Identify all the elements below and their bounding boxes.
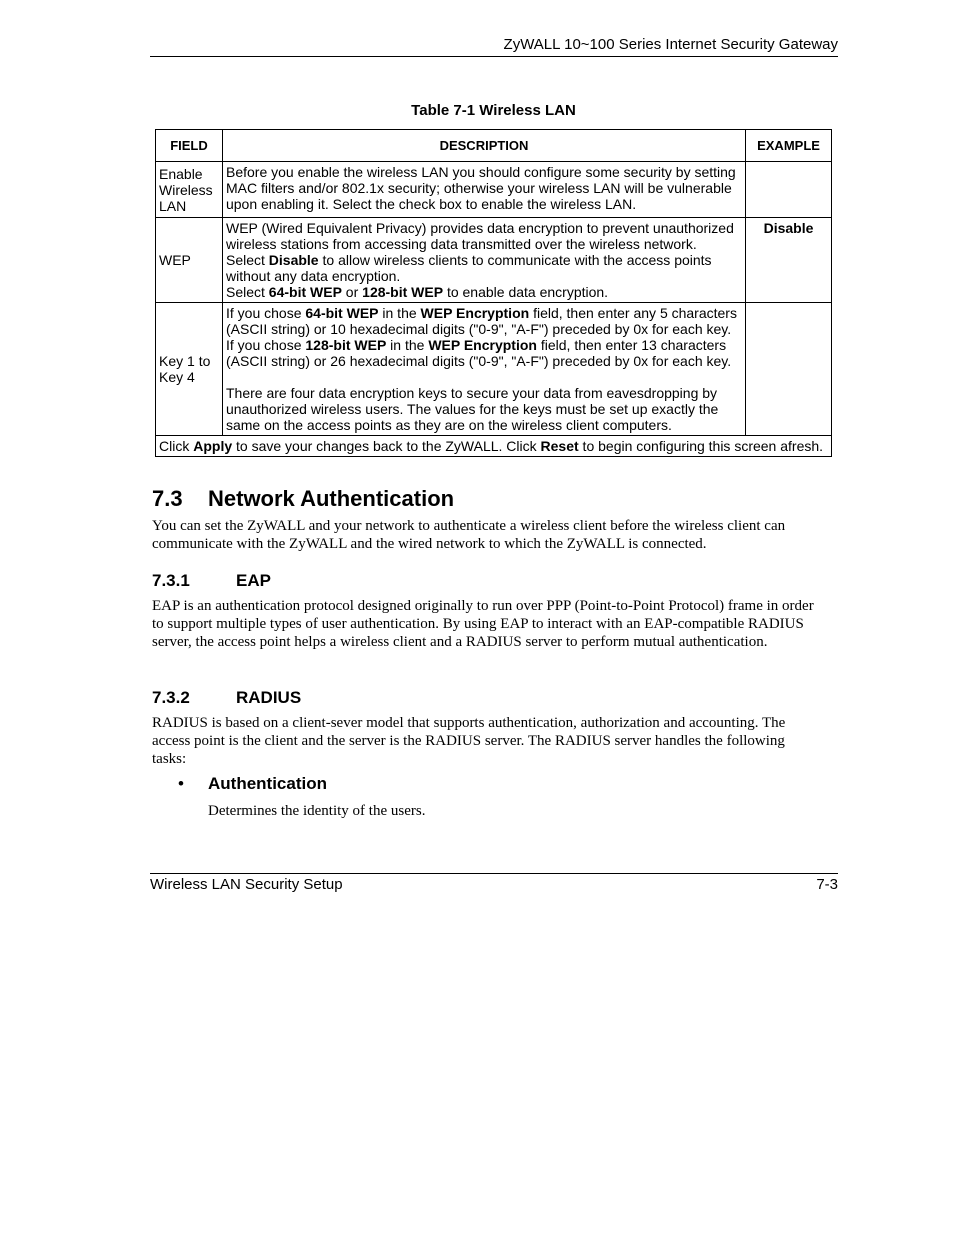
spacer — [226, 369, 742, 385]
example-cell — [746, 162, 832, 218]
description-line: WEP (Wired Equivalent Privacy) provides data encryption to prevent unauthorized wireless stations from accessing data transmitted over the wireless network. — [225, 220, 734, 252]
example-cell — [746, 303, 832, 436]
subsection-heading-radius — [152, 688, 301, 708]
text-run: field, then enter any 5 characters (ASCII string) or 10 hexadecimal digits ("0-9", "A-F") preceded by 0x for each key. — [225, 305, 737, 337]
text-run: to save your changes back to the ZyWALL. Click — [232, 438, 541, 454]
wireless-lan-table — [155, 129, 832, 457]
radius-paragraph: RADIUS is based on a client-sever model that supports authentication, authorization and accounting. The access point is the client and the server is the RADIUS server. The RADIUS server handles the following tasks: — [152, 715, 786, 767]
text-run: If you chose — [225, 305, 306, 321]
text-run: or — [341, 284, 363, 300]
table-row — [156, 162, 832, 218]
section-paragraph: You can set the ZyWALL and your network to authenticate a wireless client before the wireless client can communicate with the ZyWALL and the wired network to which the ZyWALL is connected. — [152, 518, 786, 552]
table-row — [156, 218, 832, 303]
bullet-title: Authentication — [208, 774, 327, 793]
bold-term: WEP Encryption — [420, 305, 530, 321]
page-footer — [150, 873, 838, 893]
page-number: 7-3 — [816, 876, 838, 893]
column-header-description: DESCRIPTION — [222, 130, 745, 162]
example-cell: Disable — [746, 218, 832, 303]
text-run: to allow wireless clients to communicate with the access points without any data encryption. — [225, 252, 712, 284]
subsection-title: RADIUS — [236, 688, 302, 707]
description-line — [226, 337, 742, 369]
footer-chapter: Wireless LAN Security Setup — [150, 876, 343, 893]
text-run: If you chose — [225, 337, 306, 353]
bullet-authentication — [178, 774, 327, 794]
description-cell — [222, 218, 745, 303]
field-cell: Enable Wireless LAN — [156, 162, 223, 218]
field-cell: WEP — [156, 218, 223, 303]
reset-term: Reset — [540, 438, 579, 454]
column-header-example: EXAMPLE — [746, 130, 832, 162]
bullet-icon: • — [178, 774, 184, 793]
description-cell — [222, 303, 745, 436]
bullet-description: Determines the identity of the users. — [208, 803, 426, 819]
description-line — [226, 305, 742, 337]
section-heading-network-authentication — [152, 486, 454, 512]
page-header — [150, 36, 838, 57]
field-cell: Key 1 to Key 4 — [156, 303, 223, 436]
text-run: in the — [386, 337, 429, 353]
apply-term: Apply — [193, 438, 233, 454]
table-footer-note — [156, 436, 832, 457]
text-run: to enable data encryption. — [443, 284, 609, 300]
column-header-field: FIELD — [156, 130, 223, 162]
bold-term: WEP Encryption — [428, 337, 537, 353]
text-run: Click — [159, 438, 194, 454]
bold-term: 64-bit WEP — [268, 284, 342, 300]
subsection-number: 7.3.2 — [152, 688, 190, 707]
bold-term: 64-bit WEP — [305, 305, 379, 321]
text-run: Select — [225, 252, 269, 268]
bold-term: 128-bit WEP — [362, 284, 444, 300]
subsection-title: EAP — [236, 571, 271, 590]
section-title: Network Authentication — [208, 486, 455, 511]
description-cell: Before you enable the wireless LAN you should configure some security by setting MAC filters and/or 802.1x security; otherwise your wireless LAN will be vulnerable upon enabling it. Select the check box to enable the wireless LAN. — [222, 162, 745, 218]
bold-term: 128-bit WEP — [305, 337, 387, 353]
text-run: in the — [378, 305, 421, 321]
table-header-row — [156, 130, 832, 162]
subsection-number: 7.3.1 — [152, 571, 190, 590]
header-title: ZyWALL 10~100 Series Internet Security Gateway — [503, 36, 838, 53]
text-run: to begin configuring this screen afresh. — [578, 438, 824, 454]
text-run: field, then enter 13 characters (ASCII string) or 26 hexadecimal digits ("0-9", "A-F") preceded by 0x for each key. — [225, 337, 732, 369]
eap-paragraph: EAP is an authentication protocol designed originally to run over PPP (Point-to-Point Protocol) frame in order to support multiple types of user authentication. By using EAP to interact with an EAP-compatible RADIUS server, the access point helps a wireless client and a RADIUS server to perform mutual authentication. — [152, 598, 814, 650]
description-line — [226, 284, 742, 300]
text-run: Select — [225, 284, 269, 300]
table-footer-row — [156, 436, 832, 457]
subsection-heading-eap — [152, 571, 271, 591]
section-number: 7.3 — [152, 486, 183, 511]
table-caption: Table 7-1 Wireless LAN — [411, 102, 576, 119]
description-line — [226, 252, 742, 284]
bold-term: Disable — [268, 252, 319, 268]
table-row — [156, 303, 832, 436]
description-line: There are four data encryption keys to secure your data from eavesdropping by unauthorized wireless users. The values for the keys must be set up exactly the same on the access points as they are on the wireless client computers. — [225, 385, 719, 433]
